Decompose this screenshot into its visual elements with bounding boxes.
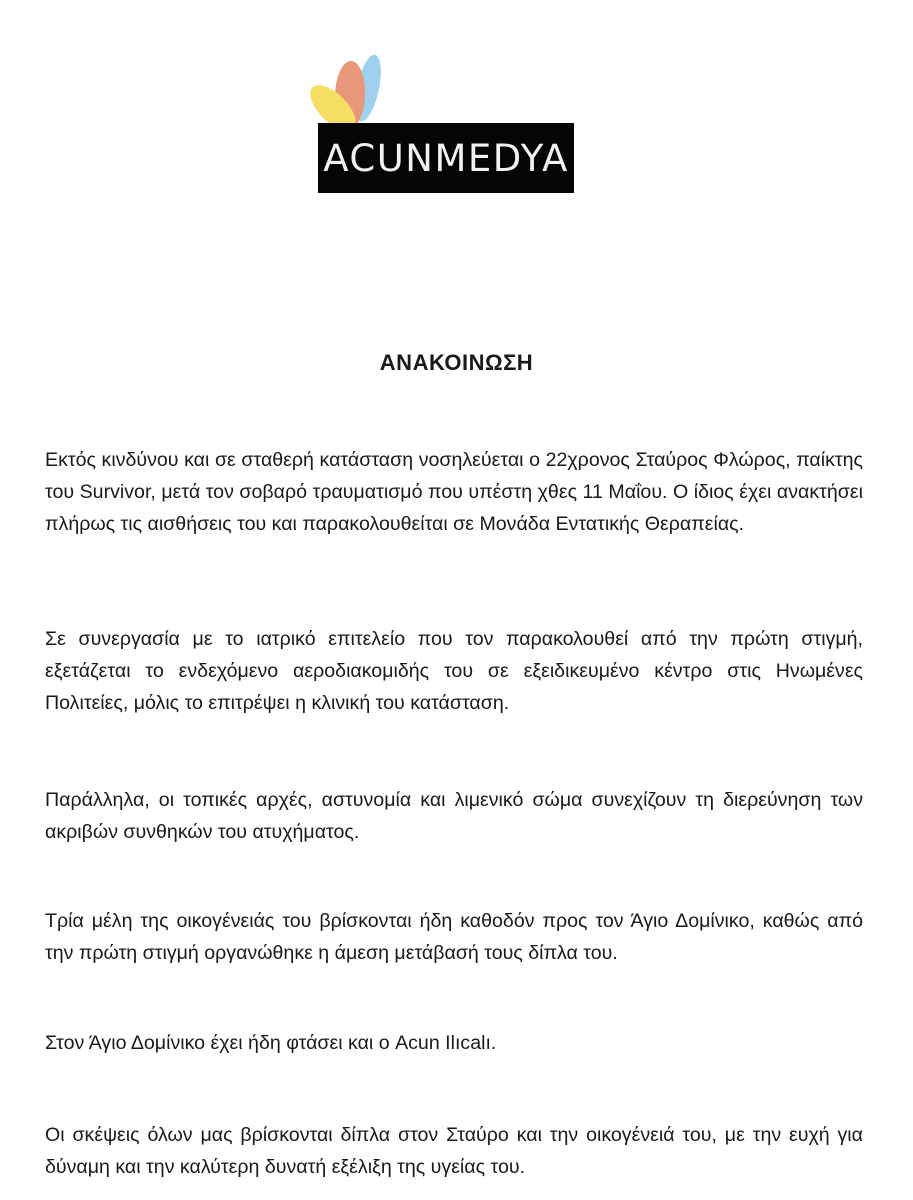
paragraph: Τρία μέλη της οικογένειάς του βρίσκονται ήδη καθοδόν προς τον Άγιο Δομίνικο, καθώς από την πρώτη στιγμή οργανώθηκε η άμεση μετάβασή τους δίπλα του. [45, 910, 863, 964]
paragraph: Οι σκέψεις όλων μας βρίσκονται δίπλα στον Σταύρο και την οικογένειά του, με την ευχή για δύναμη και την καλύτερη δυνατή εξέλιξη της υγείας του. [45, 1124, 863, 1178]
paragraph: Εκτός κινδύνου και σε σταθερή κατάσταση νοσηλεύεται ο 22χρονος Σταύρος Φλώρος, παίκτης του Survivor, μετά τον σοβαρό τραυματισμό που υπέστη χθες 11 Μαΐου. Ο ίδιος έχει ανακτήσει πλήρως τις αισθήσεις του και παρακολουθείται σε Μονάδα Εντατικής Θεραπείας. [45, 449, 863, 535]
paragraph: Στον Άγιο Δομίνικο έχει ήδη φτάσει και ο Acun Ilıcalı. [45, 1032, 497, 1054]
logo-wordmark: ACUNMEDYA [323, 136, 569, 180]
logo-wordmark-box [318, 123, 574, 193]
announcement-title: ΑΝΑΚΟΙΝΩΣΗ [379, 350, 534, 375]
paragraph: Σε συνεργασία με το ιατρικό επιτελείο που τον παρακολουθεί από την πρώτη στιγμή, εξετάζεται το ενδεχόμενο αεροδιακομιδής του σε εξειδικευμένο κέντρο στις Ηνωμένες Πολιτείες, μόλις το επιτρέψει η κλινική του κατάσταση. [45, 628, 863, 714]
paragraph: Παράλληλα, οι τοπικές αρχές, αστυνομία και λιμενικό σώμα συνεχίζουν τη διερεύνηση των ακριβών συνθηκών του ατυχήματος. [45, 789, 863, 843]
acunmedya-logo [305, 50, 575, 195]
